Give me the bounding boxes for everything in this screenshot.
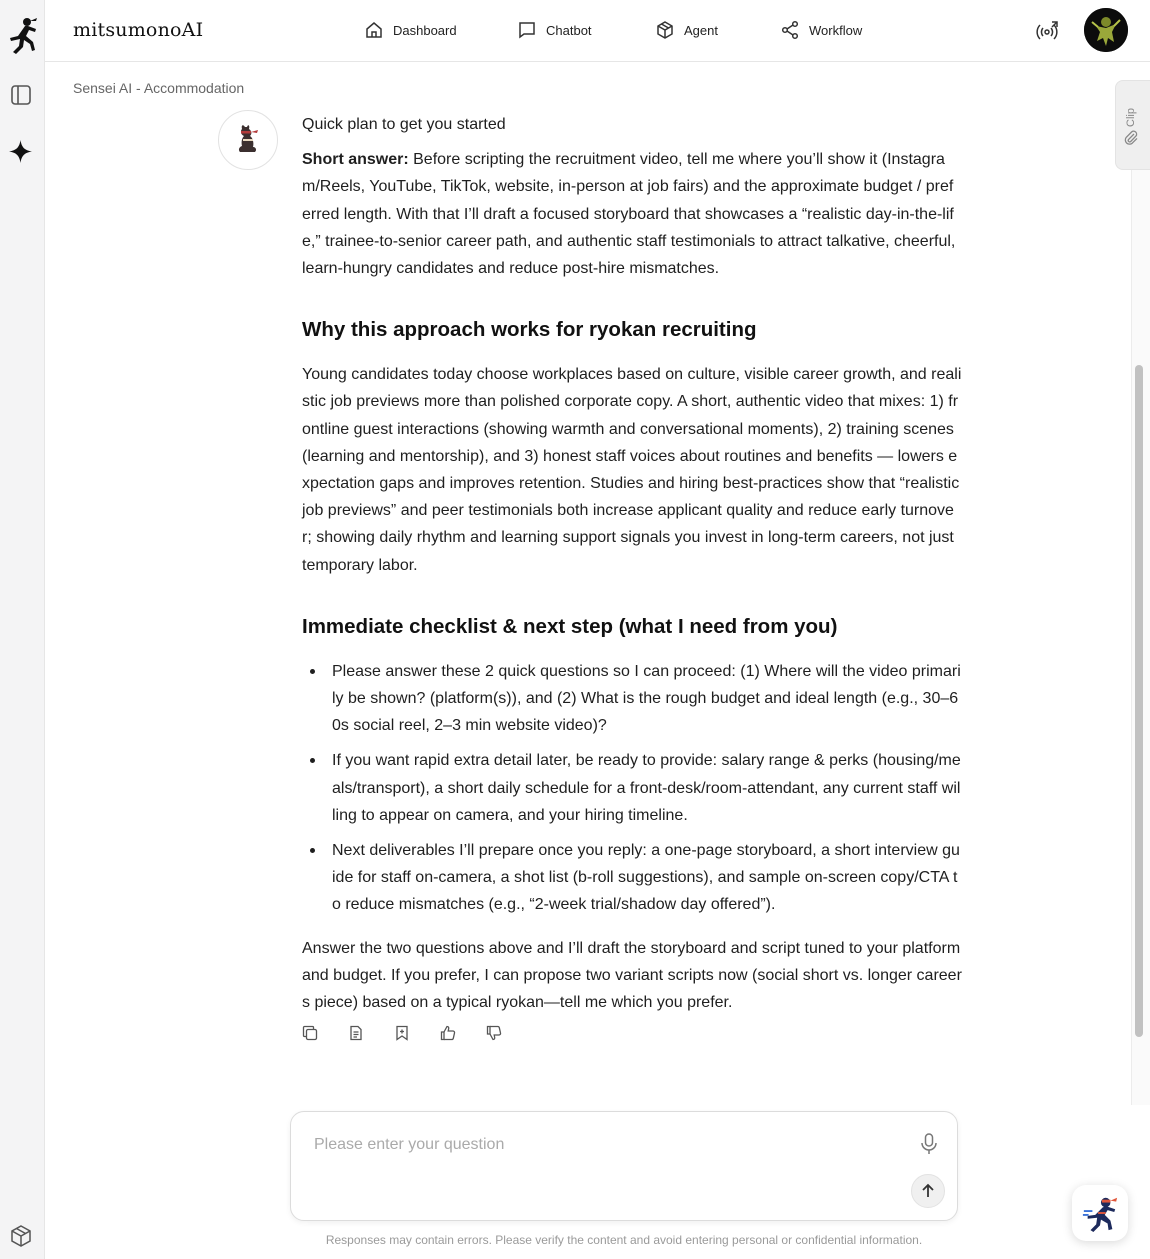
chat-bubble-icon <box>517 20 537 40</box>
broadcast-icon[interactable] <box>1035 18 1061 44</box>
list-item: If you want rapid extra detail later, be ready to provide: salary range & perks (housing/meals/transport), a short daily schedule for a front-desk/room-attendant, any current staff willing to appear on camera, and your hiring timeline. <box>302 747 962 829</box>
checklist <box>302 658 962 919</box>
nav-workflow-label: Workflow <box>809 22 863 38</box>
closing-paragraph: Answer the two questions above and I’ll draft the storyboard and script tuned to your platform and budget. If you prefer, I can propose two variant scripts now (social short vs. longer careers piece) based on a typical ryokan—tell me which you prefer. <box>302 939 962 1012</box>
share-nodes-icon <box>780 20 800 40</box>
clip-tab[interactable] <box>1115 80 1150 170</box>
question-input-box <box>290 1111 958 1221</box>
section-heading-why: Why this approach works for ryokan recruiting <box>302 318 757 342</box>
bot-avatar <box>218 110 278 170</box>
nav-agent-label: Agent <box>684 22 718 38</box>
user-avatar[interactable] <box>1084 8 1128 52</box>
brand-name[interactable]: mitsumonoAI <box>73 19 204 41</box>
copy-icon[interactable] <box>302 1025 318 1041</box>
nav-chatbot[interactable] <box>517 19 592 41</box>
section-heading-checklist: Immediate checklist & next step (what I need from you) <box>302 614 838 638</box>
sidebar-toggle-icon[interactable] <box>10 84 32 106</box>
sparkle-icon[interactable] <box>8 139 33 164</box>
assistant-fab-button[interactable] <box>1072 1185 1128 1241</box>
arrow-up-icon <box>919 1182 937 1200</box>
scrollbar-thumb[interactable] <box>1135 365 1143 1037</box>
nav-chatbot-label: Chatbot <box>546 22 592 38</box>
top-header <box>45 0 1150 62</box>
microphone-icon[interactable] <box>918 1132 940 1156</box>
section-paragraph-why: Young candidates today choose workplaces based on culture, visible career growth, and realistic job previews more than polished corporate copy. A short, authentic video that mixes: 1) frontline guest interactions (showing warmth and conversational moments), 2) training scenes (learning and mentorship), and 3) honest staff voices about routines and benefits — lowers expectation gaps and improves retention. Studies and hiring best-practices show that “realistic job previews” and peer testimonials both increase applicant quality and reduce early turnover; showing daily rhythm and learning support signals you invest in long-term careers, not just temporary labor. <box>302 366 962 574</box>
assistant-message <box>302 111 962 1016</box>
message-plan-title: Quick plan to get you started <box>302 116 506 133</box>
left-rail <box>0 0 45 1259</box>
ninja-mascot-icon <box>1081 1194 1119 1232</box>
thumbs-up-icon[interactable] <box>440 1025 456 1041</box>
paperclip-icon <box>1123 129 1139 145</box>
short-answer-text: Before scripting the recruitment video, tell me where you’ll show it (Instagram/Reels, YouTube, TikTok, website, in-person at job fairs) and the approximate budget / preferred length. With that I’ll draft a focused storyboard that showcases a “realistic day-in-the-life,” trainee-to-senior career path, and authentic staff testimonials to attract talkative, cheerful, learn-hungry candidates and reduce post-hire mismatches. <box>302 151 956 278</box>
bookmark-icon[interactable] <box>394 1025 410 1041</box>
short-answer-paragraph <box>302 146 962 282</box>
list-item: Please answer these 2 quick questions so I can proceed: (1) Where will the video primarily be shown? (platform(s)), and (2) What is the rough budget and ideal length (e.g., 30–60s social reel, 2–3 min website video)? <box>302 658 962 740</box>
ninja-rabbit-icon <box>231 123 265 157</box>
nav-dashboard-label: Dashboard <box>393 22 457 38</box>
clip-label: Clip <box>1125 108 1137 127</box>
document-icon[interactable] <box>348 1025 364 1041</box>
thumbs-down-icon[interactable] <box>486 1025 502 1041</box>
disclaimer: Responses may contain errors. Please verify the content and avoid entering personal or confidential information. <box>325 1233 923 1247</box>
question-input[interactable] <box>314 1134 894 1156</box>
cube-icon <box>655 20 675 40</box>
home-icon <box>364 20 384 40</box>
nav-dashboard[interactable] <box>364 19 457 41</box>
breadcrumb[interactable]: Sensei AI - Accommodation <box>73 80 245 96</box>
message-actions <box>302 1025 502 1041</box>
list-item: Next deliverables I’ll prepare once you reply: a one-page storyboard, a short interview guide for staff on-camera, a shot list (b-roll suggestions), and sample on-screen copy/CTA to reduce mismatches (e.g., “2-week trial/shadow day offered”). <box>302 837 962 919</box>
ninja-logo-icon[interactable] <box>5 16 37 54</box>
short-answer-label: Short answer: <box>302 151 409 169</box>
send-button[interactable] <box>911 1174 945 1208</box>
cube-icon[interactable] <box>9 1224 33 1248</box>
nav-workflow[interactable] <box>780 19 862 41</box>
nav-agent[interactable] <box>655 19 718 41</box>
